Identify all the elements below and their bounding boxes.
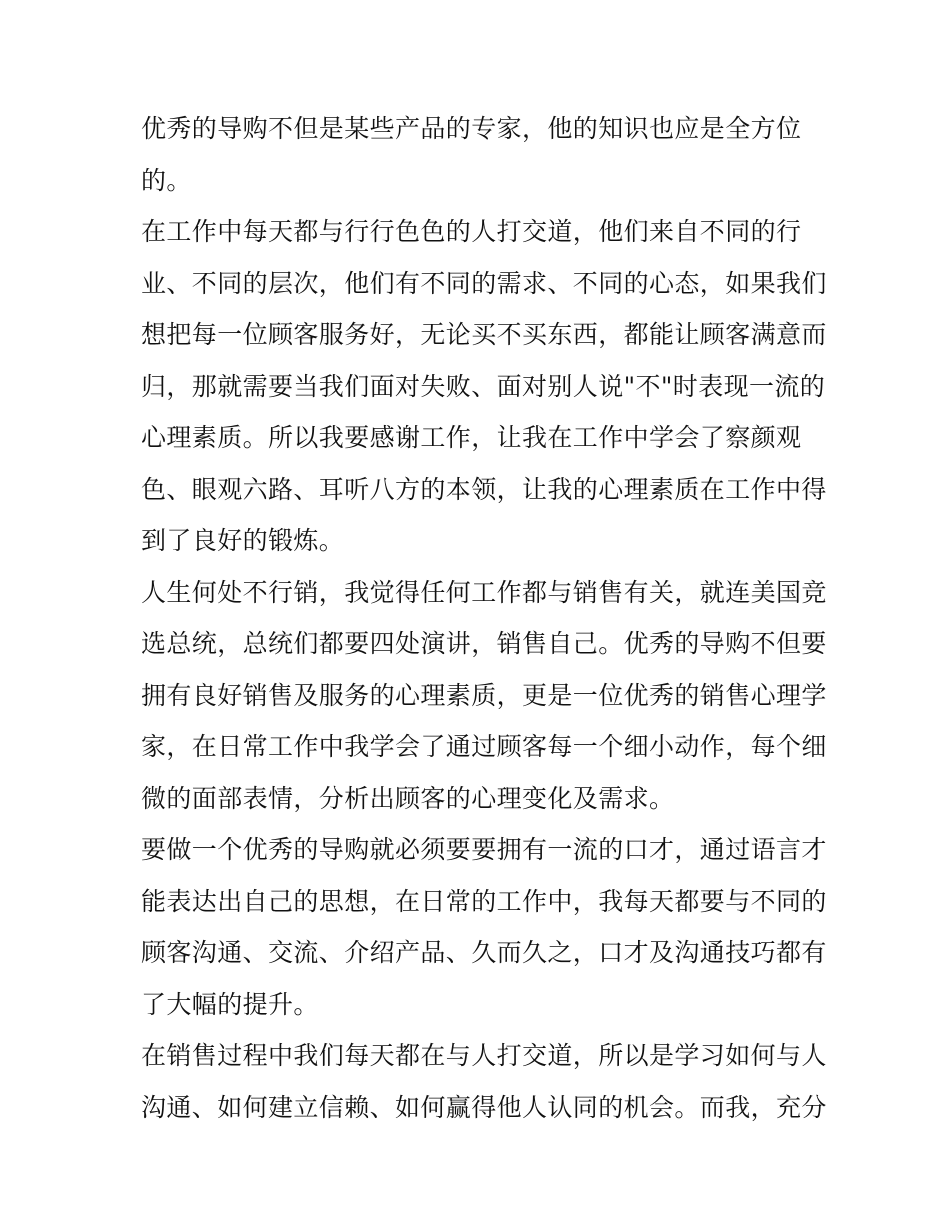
text-line: 家，在日常工作中我学会了通过顾客每一个细小动作，每个细 [141,732,827,761]
text-line: 优秀的导购不但是某些产品的专家，他的知识也应是全方位 [141,114,802,143]
text-line: 心理素质。所以我要感谢工作，让我在工作中学会了察颜观 [141,423,802,452]
text-line: 顾客沟通、交流、介绍产品、久而久之，口才及沟通技巧都有 [141,938,827,967]
text-line: 色、眼观六路、耳听八方的本领，让我的心理素质在工作中得 [141,474,827,504]
text-line: 拥有良好销售及服务的心理素质，更是一位优秀的销售心理学 [141,680,827,710]
text-line: 在工作中每天都与行行色色的人打交道，他们来自不同的行 [141,217,802,246]
text-line: 的。 [141,165,192,195]
text-line: 能表达出自己的思想，在日常的工作中，我每天都要与不同的 [141,886,827,916]
text-line: 微的面部表情，分析出顾客的心理变化及需求。 [141,783,675,813]
text-line: 选总统，总统们都要四处演讲，销售自己。优秀的导购不但要 [141,629,827,658]
text-line: 在销售过程中我们每天都在与人打交道，所以是学习如何与人 [141,1041,827,1070]
text-line: 了大幅的提升。 [141,989,319,1019]
text-line: 到了良好的锻炼。 [141,526,345,555]
text-line: 要做一个优秀的导购就必须要要拥有一流的口才，通过语言才 [141,835,827,864]
text-line: 归，那就需要当我们面对失败、面对别人说"不"时表现一流的 [141,371,826,401]
text-line: 人生何处不行销，我觉得任何工作都与销售有关，就连美国竞 [141,577,827,607]
text-line: 沟通、如何建立信赖、如何赢得他人认同的机会。而我，充分 [141,1092,827,1122]
text-line: 想把每一位顾客服务好，无论买不买东西，都能让顾客满意而 [141,320,827,349]
text-line: 业、不同的层次，他们有不同的需求、不同的心态，如果我们 [141,268,827,298]
document-body [141,103,827,1133]
